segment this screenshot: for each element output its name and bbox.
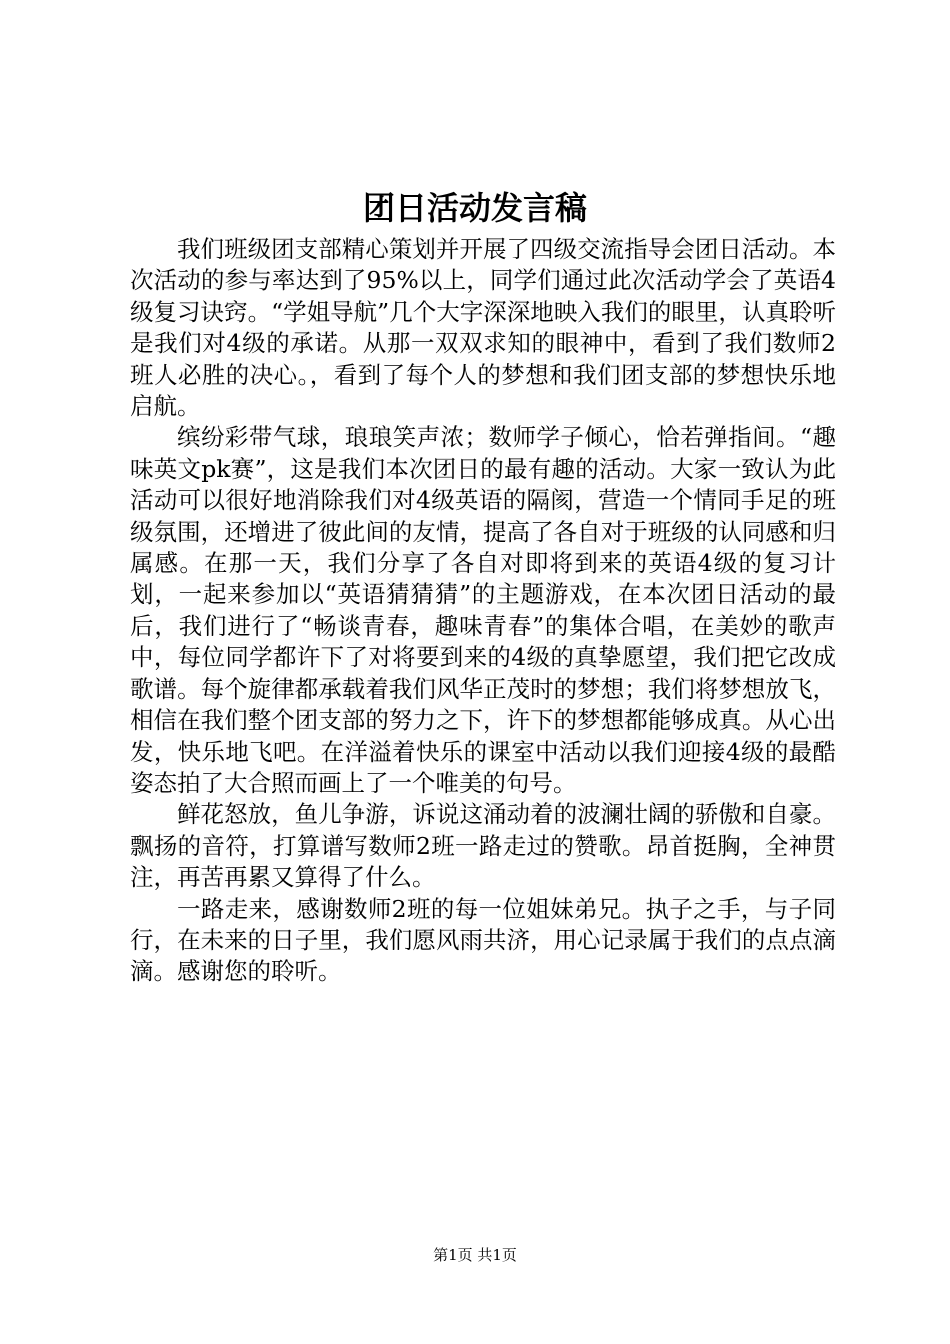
document-title: 团日活动发言稿 <box>362 189 587 227</box>
paragraph-1: 我们班级团支部精心策划并开展了四级交流指导会团日活动。本次活动的参与率达到了95%以上，同学们通过此次活动学会了英语4级复习诀窍。“学姐导航”几个大字深深地映入我们的眼里，认真聆听是我们对4级的承诺。从那一双双求知的眼神中，看到了我们数师2班人必胜的决心。，看到了每个人的梦想和我们团支部的梦想快乐地启航。 <box>130 235 836 421</box>
document-body <box>130 234 836 988</box>
paragraph-4: 一路走来，感谢数师2班的每一位姐妹弟兄。执子之手，与子同行，在未来的日子里，我们愿风雨共济，用心记录属于我们的点点滴滴。感谢您的聆听。 <box>130 894 836 986</box>
paragraph-2: 缤纷彩带气球，琅琅笑声浓；数师学子倾心，恰若弹指间。“趣味英文pk赛”，这是我们本次团日的最有趣的活动。大家一致认为此活动可以很好地消除我们对4级英语的隔阂，营造一个情同手足的班级氛围，还增进了彼此间的友情，提高了各自对于班级的认同感和归属感。在那一天，我们分享了各自对即将到来的英语4级的复习计划，一起来参加以“英语猜猜猜”的主题游戏，在本次团日活动的最后，我们进行了“畅谈青春，趣味青春”的集体合唱，在美妙的歌声中，每位同学都许下了对将要到来的4级的真挚愿望，我们把它改成歌谱。每个旋律都承载着我们风华正茂时的梦想；我们将梦想放飞，相信在我们整个团支部的努力之下，许下的梦想都能够成真。从心出发，快乐地飞吧。在洋溢着快乐的课室中活动以我们迎接4级的最酷姿态拍了大合照而画上了一个唯美的句号。 <box>130 423 836 797</box>
page-footer: 第1页 共1页 <box>433 1246 517 1264</box>
paragraph-3: 鲜花怒放，鱼儿争游，诉说这涌动着的波澜壮阔的骄傲和自豪。飘扬的音符，打算谱写数师2班一路走过的赞歌。昂首挺胸，全神贯注，再苦再累又算得了什么。 <box>130 800 836 892</box>
